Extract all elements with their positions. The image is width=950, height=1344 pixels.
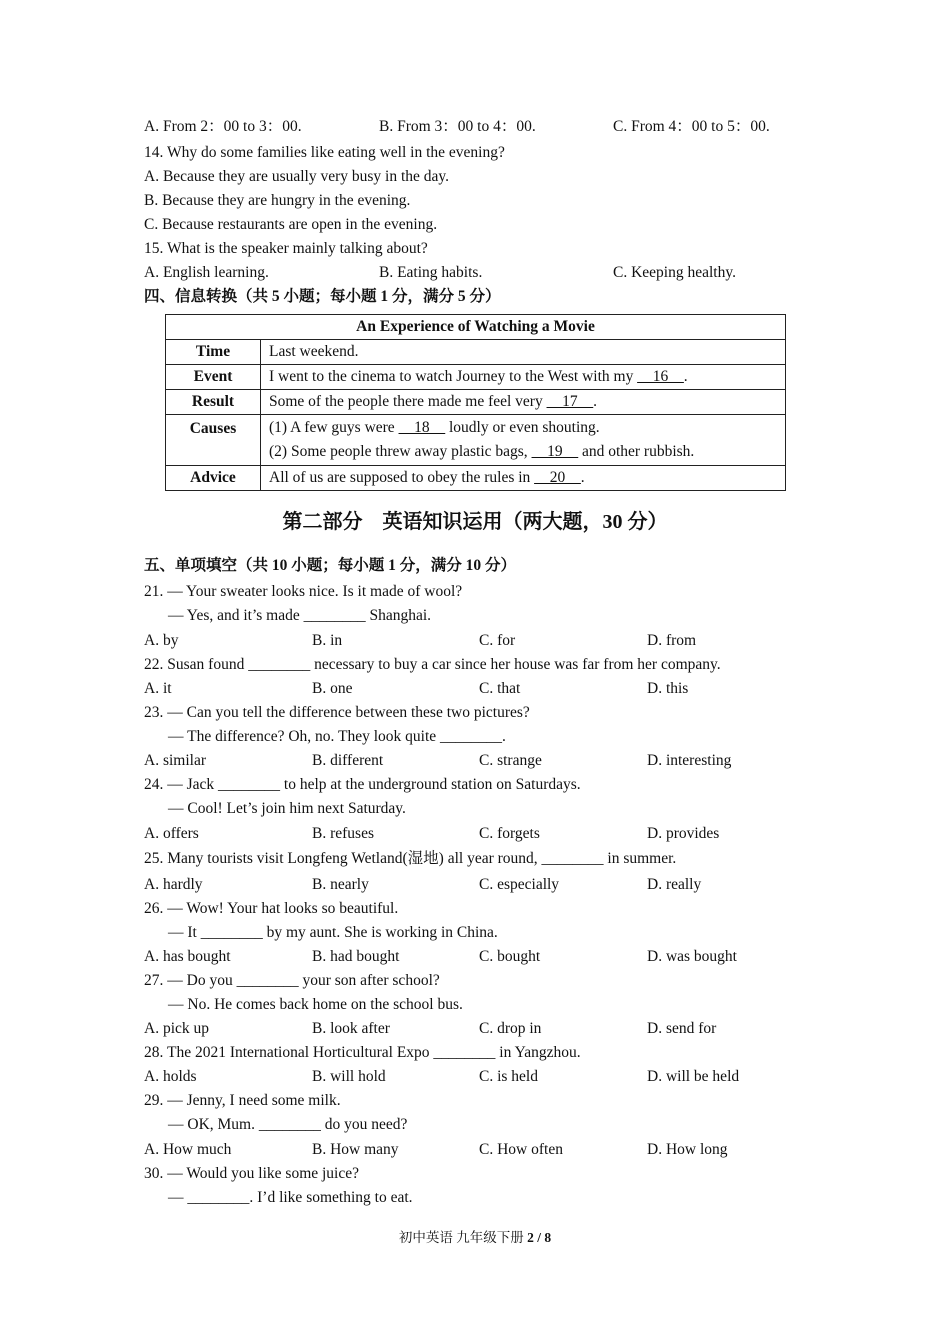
row-label: Event [166, 365, 261, 390]
q14-option-b: B. Because they are hungry in the evening. [144, 192, 411, 209]
q30-reply: — ________. I’d like something to eat. [168, 1189, 413, 1206]
q28-stem: 28. The 2021 International Horticultural Expo ________ in Yangzhou. [144, 1044, 581, 1061]
q22-option-d: D. this [647, 680, 689, 697]
q24-option-b: B. refuses [312, 825, 374, 842]
q25-option-d: D. really [647, 876, 702, 893]
q26-stem: 26. — Wow! Your hat looks so beautiful. [144, 900, 399, 917]
row-text: Last weekend. [261, 340, 786, 365]
q25-stem: 25. Many tourists visit Longfeng Wetland(湿地) all year round, ________ in summer. [144, 850, 677, 867]
q26-option-c: C. bought [479, 948, 541, 965]
info-table [165, 314, 786, 491]
section5-title: 五、单项填空（共 10 小题；每小题 1 分，满分 10 分） [144, 557, 517, 574]
q28-option-c: C. is held [479, 1068, 538, 1085]
q21-reply: — Yes, and it’s made ________ Shanghai. [168, 607, 432, 624]
blank-17: __17__ [546, 393, 594, 410]
q24-reply: — Cool! Let’s join him next Saturday. [168, 800, 406, 817]
q23-option-b: B. different [312, 752, 384, 769]
q22-stem: 22. Susan found ________ necessary to buy a car since her house was far from her company. [144, 656, 721, 673]
q26-option-d: D. was bought [647, 948, 737, 965]
q26-option-b: B. had bought [312, 948, 400, 965]
q13-option-c: C. From 4：00 to 5：00. [613, 118, 770, 135]
table-row [166, 466, 786, 491]
q22-option-a: A. it [144, 680, 172, 697]
q25-option-c: C. especially [479, 876, 560, 893]
q13-option-b: B. From 3：00 to 4：00. [379, 118, 536, 135]
q27-option-d: D. send for [647, 1020, 717, 1037]
q29-option-b: B. How many [312, 1141, 399, 1158]
q24-stem: 24. — Jack ________ to help at the underground station on Saturdays. [144, 776, 581, 793]
row-text: I went to the cinema to watch Journey to the West with my __16__. [261, 365, 786, 390]
q27-option-c: C. drop in [479, 1020, 542, 1037]
q22-option-b: B. one [312, 680, 353, 697]
q29-option-a: A. How much [144, 1141, 232, 1158]
table-row [166, 415, 786, 466]
row-text: (1) A few guys were __18__ loudly or even shouting. (2) Some people threw away plastic bags, __19__ and other rubbish. [261, 415, 786, 466]
blank-16: __16__ [637, 368, 684, 385]
q21-stem: 21. — Your sweater looks nice. Is it made of wool? [144, 583, 463, 600]
q29-option-c: C. How often [479, 1141, 563, 1158]
q15-option-b: B. Eating habits. [379, 264, 483, 281]
row-text: All of us are supposed to obey the rules in __20__. [261, 466, 786, 491]
part2-title: 第二部分 英语知识运用（两大题，30 分） [282, 511, 668, 533]
q15-stem: 15. What is the speaker mainly talking about? [144, 240, 428, 257]
blank-19: __19__ [531, 443, 579, 460]
q28-option-a: A. holds [144, 1068, 197, 1085]
q27-option-b: B. look after [312, 1020, 390, 1037]
q23-reply: — The difference? Oh, no. They look quite ________. [168, 728, 506, 745]
q14-option-c: C. Because restaurants are open in the evening. [144, 216, 438, 233]
section4-title: 四、信息转换（共 5 小题；每小题 1 分，满分 5 分） [144, 288, 501, 305]
q26-reply: — It ________ by my aunt. She is working in China. [168, 924, 498, 941]
q23-option-d: D. interesting [647, 752, 732, 769]
q27-reply: — No. He comes back home on the school bus. [168, 996, 463, 1013]
q21-option-b: B. in [312, 632, 343, 649]
q21-option-d: D. from [647, 632, 697, 649]
q23-option-c: C. strange [479, 752, 542, 769]
q28-option-b: B. will hold [312, 1068, 386, 1085]
q15-option-a: A. English learning. [144, 264, 269, 281]
table-row [166, 390, 786, 415]
q29-stem: 29. — Jenny, I need some milk. [144, 1092, 341, 1109]
q25-option-a: A. hardly [144, 876, 203, 893]
q21-option-c: C. for [479, 632, 516, 649]
table-row [166, 365, 786, 390]
row-label: Time [166, 340, 261, 365]
q25-option-b: B. nearly [312, 876, 369, 893]
q14-option-a: A. Because they are usually very busy in the day. [144, 168, 450, 185]
table-row [166, 340, 786, 365]
blank-18: __18__ [398, 419, 446, 436]
q14-stem: 14. Why do some families like eating well in the evening? [144, 144, 505, 161]
blank-20: __20__ [534, 469, 581, 486]
q23-option-a: A. similar [144, 752, 206, 769]
q29-option-d: D. How long [647, 1141, 728, 1158]
row-text: Some of the people there made me feel very __17__. [261, 390, 786, 415]
q30-stem: 30. — Would you like some juice? [144, 1165, 360, 1182]
q24-option-c: C. forgets [479, 825, 540, 842]
q15-option-c: C. Keeping healthy. [613, 264, 736, 281]
q23-stem: 23. — Can you tell the difference between these two pictures? [144, 704, 530, 721]
q27-stem: 27. — Do you ________ your son after school? [144, 972, 440, 989]
q21-option-a: A. by [144, 632, 179, 649]
row-label: Advice [166, 466, 261, 491]
q29-reply: — OK, Mum. ________ do you need? [168, 1116, 408, 1133]
page-footer: 初中英语 九年级下册 2 / 8 [398, 1230, 552, 1245]
page-number: 2 / 8 [527, 1230, 552, 1245]
q24-option-d: D. provides [647, 825, 720, 842]
info-table-title: An Experience of Watching a Movie [166, 315, 786, 340]
row-label: Causes [166, 415, 261, 466]
q24-option-a: A. offers [144, 825, 199, 842]
q22-option-c: C. that [479, 680, 521, 697]
row-label: Result [166, 390, 261, 415]
q28-option-d: D. will be held [647, 1068, 740, 1085]
q27-option-a: A. pick up [144, 1020, 210, 1037]
q26-option-a: A. has bought [144, 948, 231, 965]
q13-option-a: A. From 2：00 to 3：00. [144, 118, 302, 135]
